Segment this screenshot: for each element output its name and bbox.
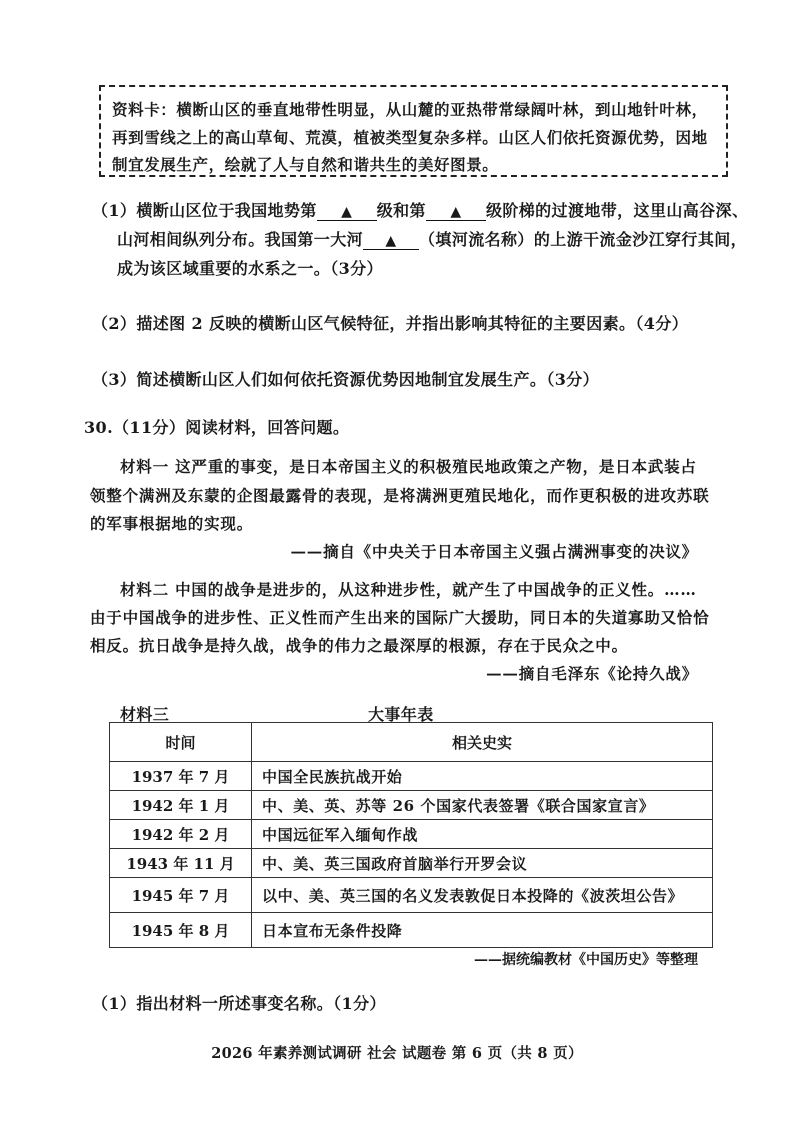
answer-blank-3[interactable] <box>363 230 419 250</box>
material1-label: 材料一 <box>120 457 169 476</box>
row-fact: 以中、美、英三国的名义发表敦促日本投降的《波茨坦公告》 <box>252 878 713 913</box>
row-time: 1937 年 7 月 <box>110 762 252 791</box>
triangle-marker-icon: ▲ <box>341 204 353 220</box>
triangle-marker-icon: ▲ <box>385 233 397 249</box>
q29-sub1-line2: 山河相间纵列分布。我国第一大河 ▲ （填河流名称）的上游干流金沙江穿行其间， <box>117 230 748 249</box>
material1-source: ——摘自《中央关于日本帝国主义强占满洲事变的决议》 <box>290 542 698 561</box>
header-time: 时间 <box>110 723 252 762</box>
table-title: 大事年表 <box>368 705 434 724</box>
row-fact: 中、美、英、苏等 26 个国家代表签署《联合国家宣言》 <box>252 791 713 820</box>
material1-line-2: 领整个满洲及东蒙的企图最露骨的表现，是将满洲更殖民地化，而作更积极的进攻苏联 <box>90 486 710 505</box>
table-row <box>110 878 713 913</box>
material3-label: 材料三 <box>120 705 170 724</box>
material2-source: ——摘自毛泽东《论持久战》 <box>486 664 698 683</box>
header-fact: 相关史实 <box>252 723 713 762</box>
material2-label: 材料二 <box>120 580 169 599</box>
row-fact: 日本宣布无条件投降 <box>252 913 713 948</box>
material-card-line-1: 资料卡：横断山区的垂直地带性明显，从山麓的亚热带常绿阔叶林，到山地针叶林， <box>112 100 708 119</box>
row-fact: 中、美、英三国政府首脑举行开罗会议 <box>252 849 713 878</box>
material2-line-3: 相反。抗日战争是持久战，战争的伟力之最深厚的根源，存在于民众之中。 <box>90 636 628 655</box>
q29-sub3: （3）简述横断山区人们如何依托资源优势因地制宜发展生产。（3分） <box>92 370 600 389</box>
table-row <box>110 849 713 878</box>
table-row <box>110 820 713 849</box>
q30-sub1: （1）指出材料一所述事变名称。（1分） <box>92 994 386 1013</box>
row-time: 1942 年 2 月 <box>110 820 252 849</box>
row-time: 1945 年 7 月 <box>110 878 252 913</box>
row-fact: 中国远征军入缅甸作战 <box>252 820 713 849</box>
material-card-line-3: 制宜发展生产，绘就了人与自然和谐共生的美好图景。 <box>112 155 499 174</box>
table-row <box>110 913 713 948</box>
q29-sub1-line3: 成为该区域重要的水系之一。（3分） <box>117 259 383 278</box>
row-time: 1943 年 11 月 <box>110 849 252 878</box>
table-row <box>110 791 713 820</box>
q30-header: 30.（11分）阅读材料，回答问题。 <box>84 418 350 437</box>
material1-line-1: 材料一 这严重的事变，是日本帝国主义的积极殖民地政策之产物，是日本武装占 <box>120 457 697 476</box>
events-table <box>109 722 713 948</box>
q29-sub1-line1: （1）横断山区位于我国地势第 ▲ 级和第 ▲ 级阶梯的过渡地带，这里山高谷深、 <box>92 201 749 220</box>
q29-sub2: （2）描述图 2 反映的横断山区气候特征，并指出影响其特征的主要因素。（4分） <box>92 314 689 333</box>
row-time: 1945 年 8 月 <box>110 913 252 948</box>
page-footer: 2026 年素养测试调研 社会 试题卷 第 6 页（共 8 页） <box>211 1045 583 1062</box>
table-header-row <box>110 723 713 762</box>
material-card-line-2: 再到雪线之上的高山草甸、荒漠，植被类型复杂多样。山区人们依托资源优势，因地 <box>112 128 708 147</box>
answer-blank-2[interactable] <box>426 201 486 221</box>
answer-blank-1[interactable] <box>317 201 377 221</box>
row-time: 1942 年 1 月 <box>110 791 252 820</box>
triangle-marker-icon: ▲ <box>450 204 462 220</box>
material3-source: ——据统编教材《中国历史》等整理 <box>474 952 698 968</box>
material2-line-2: 由于中国战争的进步性、正义性而产生出来的国际广大援助，同日本的失道寡助又恰恰 <box>90 608 710 627</box>
row-fact: 中国全民族抗战开始 <box>252 762 713 791</box>
material2-line-1: 材料二 中国的战争是进步的，从这种进步性，就产生了中国战争的正义性。…… <box>120 580 697 599</box>
table-row <box>110 762 713 791</box>
material1-line-3: 的军事根据地的实现。 <box>90 514 254 533</box>
